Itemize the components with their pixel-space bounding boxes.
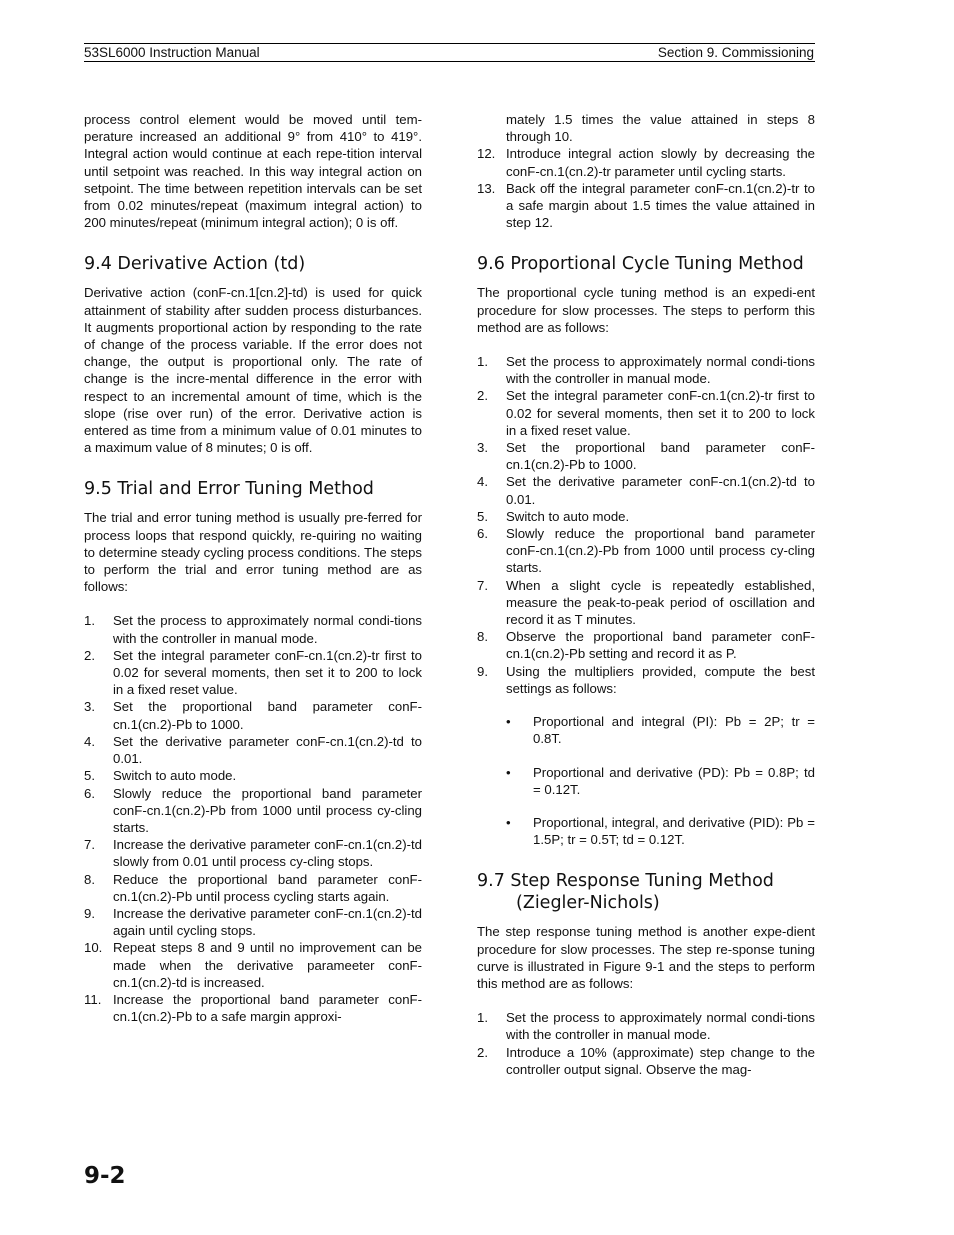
section-9-4-body: Derivative action (conF-cn.1[cn.2]-td) is used for quick attainment of stability after sudden process disturbances. It augments proportional action by responding to the rate of change of the process variable. If the error does not change, the output is proportional only. The rate of change is the incre-mental difference in the error with respect to an incremental amount of time, which is the slope (rise over run) of the error. Derivative action is entered as time from a minimum value of 0.01 minutes to a maximum value of 8 minutes; 0 is off. [84,285,422,456]
step-text: Set the integral parameter conF-cn.1(cn.2)-tr first to 0.02 for several moments, then set it to 200 to lock in a fixed reset value. [113,647,422,698]
step-number: 8. [84,871,95,887]
list-item [84,905,422,939]
step-number: 8. [477,629,488,645]
list-item [477,814,815,848]
step-text: Set the process to approximately normal condi-tions with the controller in manual mode. [506,1010,815,1043]
step-number: 9. [477,663,488,679]
list-item [477,1044,815,1078]
step-number: 2. [84,647,95,663]
step-number: 7. [477,577,488,593]
step-number: 1. [477,1010,488,1026]
step-text: Set the process to approximately normal condi-tions with the controller in manual mode. [113,613,422,646]
step-text: Set the process to approximately normal condi-tions with the controller in manual mode. [506,354,815,387]
list-item [477,1009,815,1043]
step-text: Switch to auto mode. [506,508,630,524]
list-item [477,473,815,507]
list-item [477,628,815,662]
bullet-icon: • [506,764,511,780]
trial-error-steps-continued [477,111,815,231]
list-item [84,939,422,991]
trial-error-steps [84,612,422,1025]
header-bottom-rule [84,61,815,62]
list-item [84,836,422,870]
step-number: 6. [477,526,488,542]
step-text: Repeat steps 8 and 9 until no improvement can be made when the derivative parameeter conF-cn.1(cn.2)-td is increased. [113,940,422,990]
section-9-7-heading: 9.7 Step Response Tuning Method (Ziegler-Nichols) [477,871,774,914]
step-number: 5. [84,768,95,784]
bullet-text: Proportional, integral, and derivative (PID): Pb = 1.5P; tr = 0.5T; td = 0.12T. [533,814,815,848]
list-item [477,353,815,387]
step-number: 13. [477,180,496,196]
list-item [84,647,422,699]
step-text: Increase the derivative parameter conF-cn.1(cn.2)-td again until cycling stops. [113,905,422,939]
step-text: Observe the proportional band parameter conF-cn.1(cn.2)-Pb setting and record it as P. [506,629,815,662]
list-item [84,612,422,646]
list-item [84,785,422,837]
step-text: Set the integral parameter conF-cn.1(cn.2)-tr first to 0.02 for several moments, then set it to 200 to lock in a fixed reset value. [506,388,815,438]
list-item [477,387,815,439]
list-item [477,111,815,145]
step-number: 12. [477,146,496,162]
step-number: 10. [84,940,103,956]
step-text: Set the derivative parameter conF-cn.1(cn.2)-td to 0.01. [113,733,422,767]
header-section-title: Section 9. Commissioning [657,45,814,60]
left-column [84,111,422,1025]
list-item [477,439,815,473]
step-number: 2. [477,1044,488,1060]
list-item [84,871,422,905]
step-text: Slowly reduce the proportional band parameter conF-cn.1(cn.2)-Pb from 1000 until process cy-cling starts. [506,526,815,576]
section-9-7-body: The step response tuning method is another expe-dient procedure for slow processes. The step re-sponse tuning curve is illustrated in Figure 9-1 and the steps to perform this method are as follows: [477,924,815,991]
step-text: When a slight cycle is repeatedly established, measure the peak-to-peak period of oscillation and record it as T minutes. [506,577,815,628]
step-text: mately 1.5 times the value attained in steps 8 through 10. [506,112,815,145]
page-number: 9-2 [84,1163,126,1189]
section-9-4-heading: 9.4 Derivative Action (td) [84,254,306,275]
bullet-text: Proportional and derivative (PD): Pb = 0.8P; td = 0.12T. [533,764,815,797]
step-number: 9. [84,905,95,921]
step-text: Introduce integral action slowly by decreasing the conF-cn.1(cn.2)-tr parameter until cycling starts. [506,146,815,179]
step-number: 1. [477,354,488,370]
proportional-cycle-steps [477,353,815,697]
step-number: 4. [477,474,488,490]
step-number: 1. [84,613,95,629]
step-text: Reduce the proportional band parameter conF-cn.1(cn.2)-Pb until process cycling starts again. [113,871,422,904]
section-9-5-heading: 9.5 Trial and Error Tuning Method [84,479,374,500]
step-number: 5. [477,508,488,524]
list-item [84,733,422,767]
list-item [477,764,815,798]
step-text: Introduce a 10% (approximate) step change to the controller output signal. Observe the mag- [506,1044,815,1077]
bullet-icon: • [506,714,511,730]
step-number: 6. [84,785,95,801]
list-item [477,145,815,179]
list-item [84,991,422,1025]
step-number: 3. [84,699,95,715]
section-9-5-body: The trial and error tuning method is usually pre-ferred for process loops that respond quickly, re-quiring no waiting to determine steady cycling process conditions. The steps to perform the trial and error tuning method are as follows: [84,510,422,595]
integral-action-continuation: process control element would be moved until tem-perature increased an additional 9° from 410° to 419°. Integral action would continue at each repe-tition interval until setpoint was reached. In this way integral action on setpoint. The time between repetition intervals can be set from 0.02 minutes/repeat (maximum integral action) to 200 minutes/repeat (minimum integral action); 0 is off. [84,112,422,231]
step-text: Switch to auto mode. [113,768,237,784]
step-text: Increase the derivative parameter conF-cn.1(cn.2)-td slowly from 0.01 until process cy-cling stops. [113,837,422,870]
step-text: Back off the integral parameter conF-cn.1(cn.2)-tr to a safe margin about 1.5 times the value attained in step 12. [506,180,815,231]
step-number: 7. [84,837,95,853]
step-number: 4. [84,733,95,749]
tuning-formula-bullets [477,713,815,848]
page-header [84,44,814,62]
list-item [477,508,815,525]
list-item [477,577,815,629]
step-text: Using the multipliers provided, compute the best settings as follows: [506,663,815,696]
step-number: 3. [477,440,488,456]
step-text: Set the derivative parameter conF-cn.1(cn.2)-td to 0.01. [506,474,815,507]
right-column [477,111,815,1078]
section-9-6-body: The proportional cycle tuning method is an expedi-ent procedure for slow processes. The steps to perform this method are as follows: [477,285,815,335]
step-number: 11. [84,991,102,1007]
step-text: Set the proportional band parameter conF-cn.1(cn.2)-Pb to 1000. [506,440,815,473]
step-text: Increase the proportional band parameter conF-cn.1(cn.2)-Pb to a safe margin approxi- [113,991,422,1025]
list-item [84,767,422,784]
step-text: Set the proportional band parameter conF-cn.1(cn.2)-Pb to 1000. [113,699,422,732]
header-manual-title: 53SL6000 Instruction Manual [84,45,260,60]
bullet-text: Proportional and integral (PI): Pb = 2P; tr = 0.8T. [533,714,815,747]
list-item [477,663,815,697]
step-number: 2. [477,388,488,404]
list-item [84,698,422,732]
bullet-icon: • [506,814,511,830]
section-9-6-heading: 9.6 Proportional Cycle Tuning Method [477,254,804,275]
step-text: Slowly reduce the proportional band parameter conF-cn.1(cn.2)-Pb from 1000 until process cy-cling starts. [113,785,422,835]
list-item [477,525,815,577]
step-response-steps [477,1009,815,1078]
list-item [477,180,815,232]
list-item [477,713,815,747]
